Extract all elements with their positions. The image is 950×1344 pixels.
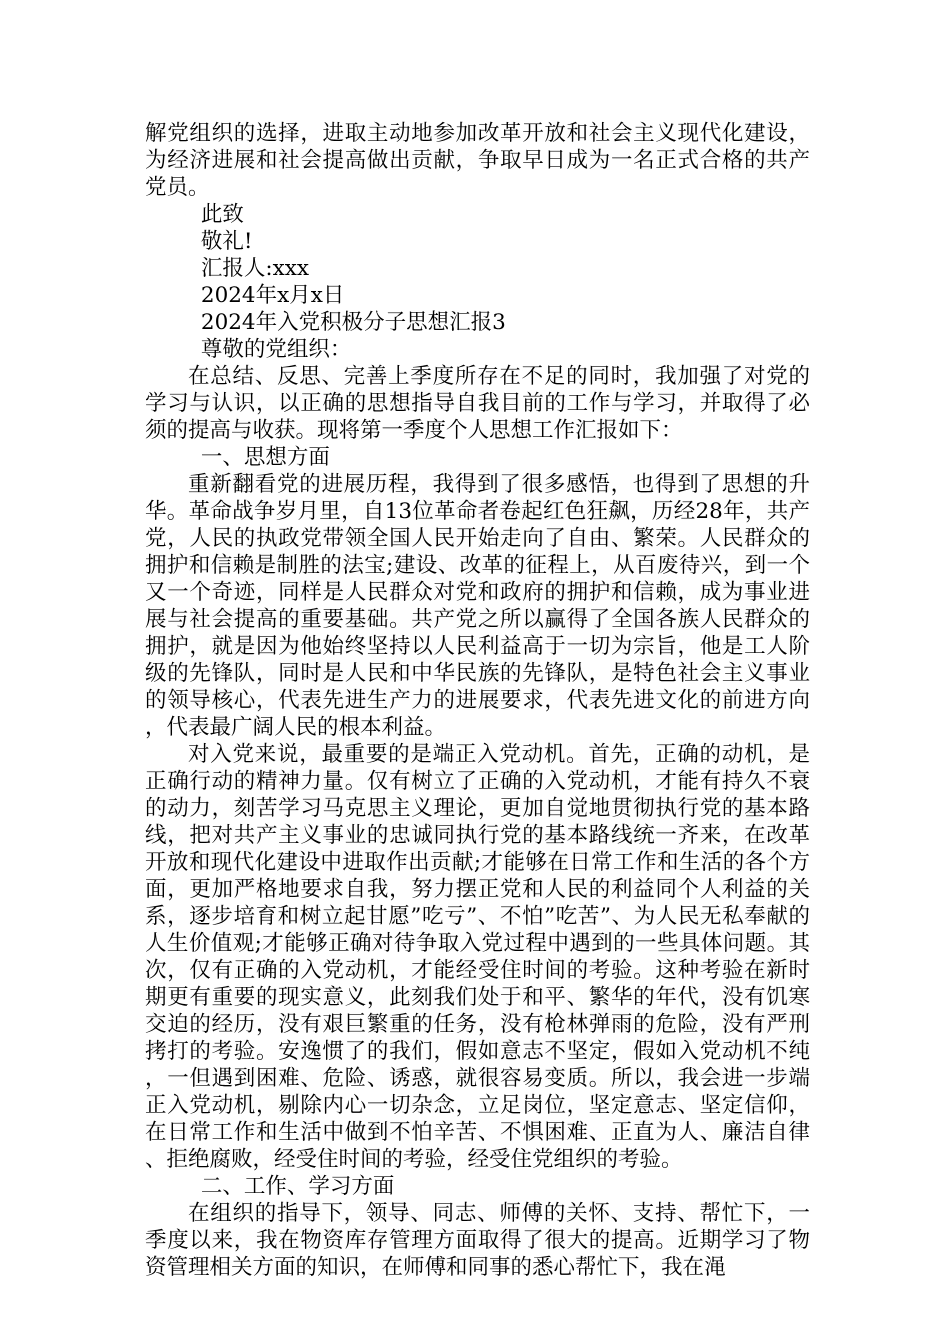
paragraph-intro: 在总结、反思、完善上季度所存在不足的同时，我加强了对党的学习与认识，以正确的思想指导自我目前的工作与学习，并取得了必须的提高与收获。现将第一季度个人思想工作汇报如下： (145, 364, 810, 443)
section-heading-work: 二、工作、学习方面 (200, 1174, 395, 1199)
salutation-line-2: 敬礼! (200, 229, 253, 254)
paragraph-work-1: 在组织的指导下，领导、同志、师傅的关怀、支持、帮忙下，一季度以来，我在物资库存管理方面取得了很大的提高。近期学习了物资管理相关方面的知识，在师傅和同事的悉心帮忙下，我在渑 (145, 1201, 810, 1280)
report-title: 2024年入党积极分子思想汇报3 (200, 310, 506, 335)
salutation-line-1: 此致 (200, 202, 244, 227)
paragraph-thought-2: 对入党来说，最重要的是端正入党动机。首先，正确的动机，是正确行动的精神力量。仅有树立了正确的入党动机，才能有持久不衰的动力，刻苦学习马克思主义理论，更加自觉地贯彻执行党的基本路线，把对共产主义事业的忠诚同执行党的基本路线统一齐来，在改革开放和现代化建设中进取作出贡献;才能够在日常工作和生活的各个方面，更加严格地要求自我，努力摆正党和人民的利益同个人利益的关系，逐步培育和树立起甘愿”吃亏”、不怕”吃苦”、为人民无私奉献的人生价值观;才能够正确对待争取入党过程中遇到的一些具体问题。其次，仅有正确的入党动机，才能经受住时间的考验。这种考验在新时期更有重要的现实意义，此刻我们处于和平、繁华的年代，没有饥寒交迫的经历，没有艰巨繁重的任务，没有枪林弹雨的危险，没有严刑拷打的考验。安逸惯了的我们，假如意志不坚定，假如入党动机不纯，一但遇到困难、危险、诱惑，就很容易变质。所以，我会进一步端正入党动机，剔除内心一切杂念，立足岗位，坚定意志、坚定信仰，在日常工作和生活中做到不怕辛苦、不惧困难、正直为人、廉洁自律、拒绝腐败，经受住时间的考验，经受住党组织的考验。 (145, 742, 810, 1172)
greeting-line: 尊敬的党组织： (200, 337, 352, 362)
document-body (145, 120, 810, 1281)
paragraph-thought-1: 重新翻看党的进展历程，我得到了很多感悟，也得到了思想的升华。革命战争岁月里，自13位革命者卷起红色狂飙，历经28年，共产党，人民的执政党带领全国人民开始走向了自由、繁荣。人民群众的拥护和信赖是制胜的法宝;建设、改革的征程上，从百废待兴，到一个又一个奇迹，同样是人民群众对党和政府的拥护和信赖，成为事业进展与社会提高的重要基础。共产党之所以赢得了全国各族人民群众的拥护，就是因为他始终坚持以人民利益高于一切为宗旨，他是工人阶级的先锋队，同时是人民和中华民族的先锋队，是特色社会主义事业的领导核心，代表先进生产力的进展要求，代表先进文化的前进方向，代表最广阔人民的根本利益。 (145, 472, 810, 740)
section-heading-thought: 一、思想方面 (200, 445, 330, 470)
date-line: 2024年x月x日 (200, 283, 345, 308)
paragraph-continued-intro: 解党组织的选择，进取主动地参加改革开放和社会主义现代化建设，为经济进展和社会提高做出贡献，争取早日成为一名正式合格的共产党员。 (145, 121, 810, 200)
reporter-line: 汇报人:xxx (200, 256, 310, 281)
